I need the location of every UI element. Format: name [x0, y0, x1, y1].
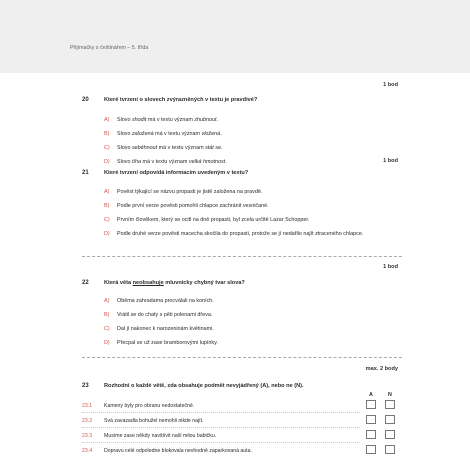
q20-option-letter: D): [104, 159, 110, 165]
highlighted-word: seběhnout: [131, 145, 158, 151]
meaning-text: zhubnout: [194, 117, 217, 123]
q23-item-number: 23.4: [82, 448, 93, 454]
checkbox-n[interactable]: [385, 445, 395, 454]
q22-number: 22: [82, 280, 89, 286]
option-text: má v textu význam: [157, 145, 206, 151]
q22-option-a[interactable]: Oběma zahradama procválali na koních.: [117, 298, 214, 304]
q21-option-letter: C): [104, 217, 110, 223]
q22-option-c[interactable]: Dal jí nakonec k narozeninám květinami.: [117, 326, 214, 332]
checkbox-n[interactable]: [385, 415, 395, 424]
q21-number: 21: [82, 170, 89, 176]
q20-question: Které tvrzení o slovech zvýrazněných v textu je pravdivé?: [104, 97, 258, 103]
column-header-n: N: [388, 392, 392, 398]
q23-points: max. 2 body: [365, 366, 398, 372]
q20-number: 20: [82, 97, 89, 103]
option-text: Slovo: [117, 117, 132, 123]
q23-item-text: Musíme zase někdy navštívit naši milou babičku.: [104, 433, 217, 439]
q21-option-letter: A): [104, 189, 110, 195]
option-text: má v textu význam: [146, 117, 195, 123]
q22-option-letter: C): [104, 326, 110, 332]
checkbox-a[interactable]: [366, 445, 376, 454]
highlighted-word: shodit: [131, 117, 147, 123]
q22-question: [104, 280, 245, 286]
q22-option-d[interactable]: Přecpal se už zase bramborovými lupínky.: [117, 340, 218, 346]
option-text: .: [225, 159, 227, 165]
q21-option-letter: B): [104, 203, 110, 209]
option-text: Slovo: [117, 145, 132, 151]
q23-item-text: Svá zavazadla bohužel nemohli nikde najít.: [104, 418, 204, 424]
q22-option-b[interactable]: Vrátil se do chaty s pěti polenami dřeva.: [117, 312, 213, 318]
page-header-band: [0, 0, 470, 73]
q20-points: 1 bod: [383, 82, 398, 88]
q22-option-letter: A): [104, 298, 110, 304]
q20-option-d[interactable]: [117, 159, 377, 166]
page-header-title: Přijímačky s češtinářem – 5. třída: [70, 45, 149, 51]
section-divider: [82, 357, 402, 358]
q21-question: Které tvrzení odpovídá informacím uvedeným v textu?: [104, 170, 249, 176]
q20-option-b[interactable]: [117, 131, 377, 138]
q23-number: 23: [82, 383, 89, 389]
meaning-text: vložená: [201, 131, 221, 137]
row-separator: [82, 412, 360, 413]
checkbox-a[interactable]: [366, 415, 376, 424]
highlighted-word: tíha: [131, 159, 141, 165]
q21-option-a[interactable]: Pověst týkající se názvu propasti je jistě založena na pravdě.: [117, 189, 263, 195]
checkbox-n[interactable]: [385, 400, 395, 409]
option-text: Slovo: [117, 131, 132, 137]
option-text: .: [216, 117, 218, 123]
option-text: .: [221, 145, 223, 151]
q22-option-letter: D): [104, 340, 110, 346]
option-text: má v textu význam: [153, 131, 202, 137]
option-text: Slovo: [117, 159, 132, 165]
q20-option-c[interactable]: [117, 145, 377, 152]
q23-question: Rozhodni o každé větě, zda obsahuje podmět nevyjádřený (A), nebo ne (N).: [104, 383, 304, 389]
q21-option-b[interactable]: Podle první verze pověsti pomohli chlapce zachránit vesničané.: [117, 203, 269, 209]
row-separator: [82, 427, 360, 428]
question-text: Která věta: [104, 280, 133, 286]
q23-item-number: 23.2: [82, 418, 93, 424]
q22-points: 1 bod: [383, 264, 398, 270]
q23-item-number: 23.1: [82, 403, 93, 409]
option-text: .: [220, 131, 222, 137]
q20-option-letter: B): [104, 131, 110, 137]
checkbox-a[interactable]: [366, 400, 376, 409]
q20-option-a[interactable]: [117, 117, 377, 124]
q21-option-c[interactable]: Prvním člověkem, který se ocitl na dně propasti, byl zcela určitě Lazar Schopper.: [117, 217, 310, 223]
underlined-word: neobsahuje: [132, 280, 164, 286]
q22-option-letter: B): [104, 312, 110, 318]
row-separator: [82, 442, 360, 443]
option-text: má v textu význam: [140, 159, 189, 165]
column-header-a: A: [369, 392, 373, 398]
meaning-text: stát se: [205, 145, 221, 151]
q23-item-text: Kameny byly pro obranu nedostatečné.: [104, 403, 195, 409]
q23-item-number: 23.3: [82, 433, 93, 439]
highlighted-word: založená: [131, 131, 154, 137]
checkbox-n[interactable]: [385, 430, 395, 439]
meaning-text: velká hmotnost: [188, 159, 226, 165]
question-text: mluvnicky chybný tvar slova?: [163, 280, 245, 286]
q20-option-letter: C): [104, 145, 110, 151]
q21-points: 1 bod: [383, 158, 398, 164]
q21-option-d[interactable]: Podle druhé verze pověsti macecha skočila do propasti, protože se jí nedařilo najít ztraceného chlapce.: [117, 231, 364, 237]
q21-option-letter: D): [104, 231, 110, 237]
checkbox-a[interactable]: [366, 430, 376, 439]
q23-item-text: Dopravu celé odpoledne blokovala nevhodně zaparkovaná auta.: [104, 448, 252, 454]
section-divider: [82, 256, 402, 257]
q20-option-letter: A): [104, 117, 110, 123]
